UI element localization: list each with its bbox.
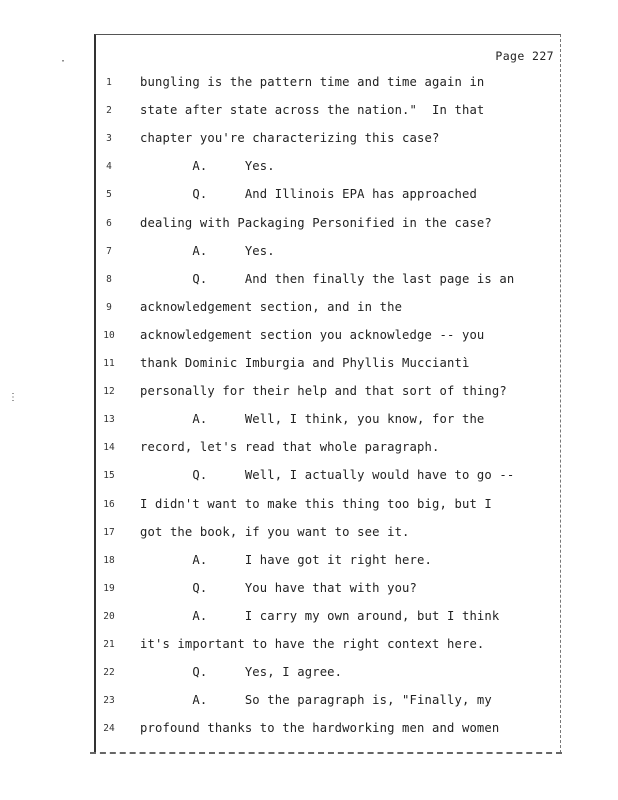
- margin-mark-left: ⋮: [8, 392, 18, 403]
- transcript-line: [96, 468, 560, 486]
- page-number: Page 227: [495, 49, 554, 63]
- line-number: 17: [103, 526, 115, 538]
- line-number: 23: [103, 695, 115, 707]
- transcript-line: [96, 216, 560, 234]
- transcript-line: [96, 187, 560, 205]
- transcript-line: [96, 665, 560, 683]
- line-text: A. Yes.: [140, 159, 275, 174]
- line-text: acknowledgement section, and in the: [140, 299, 403, 314]
- line-number: 1: [106, 77, 112, 88]
- transcript-line: [96, 159, 560, 177]
- line-text: it's important to have the right context here.: [140, 637, 485, 651]
- line-text: Q. And Illinois EPA has approached: [140, 187, 477, 202]
- line-number: 18: [103, 554, 115, 566]
- transcript-line: [96, 131, 560, 149]
- line-number: 6: [106, 217, 112, 229]
- transcript-line: [96, 721, 560, 739]
- line-number: 2: [106, 105, 112, 117]
- line-text: Q. And then finally the last page is an: [140, 271, 515, 286]
- line-number: 5: [106, 189, 112, 201]
- line-text: A. I carry my own around, but I think: [140, 608, 500, 623]
- margin-mark-top: ·: [60, 56, 67, 67]
- transcript-line: [96, 581, 560, 599]
- line-text: A. Yes.: [140, 243, 275, 258]
- line-text: chapter you're characterizing this case?: [140, 131, 440, 146]
- page-bottom-rule: [90, 752, 562, 754]
- transcript-line: [96, 497, 560, 515]
- line-number: 13: [103, 414, 115, 426]
- transcript-line: [96, 525, 560, 543]
- transcript-line: [96, 693, 560, 711]
- line-text: A. I have got it right here.: [140, 552, 433, 567]
- transcript-line: [96, 440, 560, 458]
- transcript-line: [96, 103, 560, 121]
- line-text: acknowledgement section you acknowledge -- you: [140, 327, 485, 342]
- line-number: 21: [103, 639, 115, 650]
- line-text: I didn't want to make this thing too big, but I: [140, 496, 492, 511]
- line-number: 15: [103, 470, 115, 482]
- transcript-line: [96, 356, 560, 374]
- line-number: 4: [106, 161, 112, 173]
- transcript-line: [96, 328, 560, 346]
- line-number: 3: [106, 133, 112, 145]
- line-text: bungling is the pattern time and time again in: [140, 75, 485, 89]
- line-number: 20: [103, 610, 115, 622]
- line-number: 24: [103, 723, 115, 735]
- line-number: 10: [103, 329, 115, 341]
- transcript-page: [94, 34, 561, 753]
- line-number: 19: [103, 582, 115, 594]
- line-number: 12: [103, 386, 115, 398]
- transcript-line: [96, 609, 560, 627]
- line-text: Q. You have that with you?: [140, 580, 418, 595]
- transcript-line: [96, 244, 560, 262]
- line-text: got the book, if you want to see it.: [140, 524, 410, 539]
- line-number: 9: [106, 301, 112, 313]
- line-text: personally for their help and that sort of thing?: [140, 384, 507, 399]
- line-number: 7: [106, 245, 112, 257]
- transcript-line: [96, 412, 560, 430]
- line-text: A. So the paragraph is, "Finally, my: [140, 693, 492, 708]
- line-text: dealing with Packaging Personified in the case?: [140, 215, 492, 230]
- line-number: 16: [103, 498, 115, 510]
- line-text: A. Well, I think, you know, for the: [140, 412, 485, 427]
- transcript-line: [96, 637, 560, 655]
- line-text: state after state across the nation." In that: [140, 103, 485, 118]
- line-number: 14: [103, 442, 115, 454]
- line-text: record, let's read that whole paragraph.: [140, 440, 440, 455]
- transcript-line: [96, 553, 560, 571]
- line-number: 8: [106, 273, 112, 285]
- transcript-line: [96, 75, 560, 93]
- line-number: 11: [103, 358, 115, 369]
- line-text: profound thanks to the hardworking men and women: [140, 721, 500, 736]
- line-text: Q. Well, I actually would have to go --: [140, 468, 515, 483]
- line-number: 22: [103, 667, 115, 679]
- transcript-line: [96, 384, 560, 402]
- line-text: Q. Yes, I agree.: [140, 665, 343, 680]
- transcript-line: [96, 272, 560, 290]
- transcript-line: [96, 300, 560, 318]
- line-text: thank Dominic Imburgia and Phyllis Mucciantì: [140, 356, 470, 370]
